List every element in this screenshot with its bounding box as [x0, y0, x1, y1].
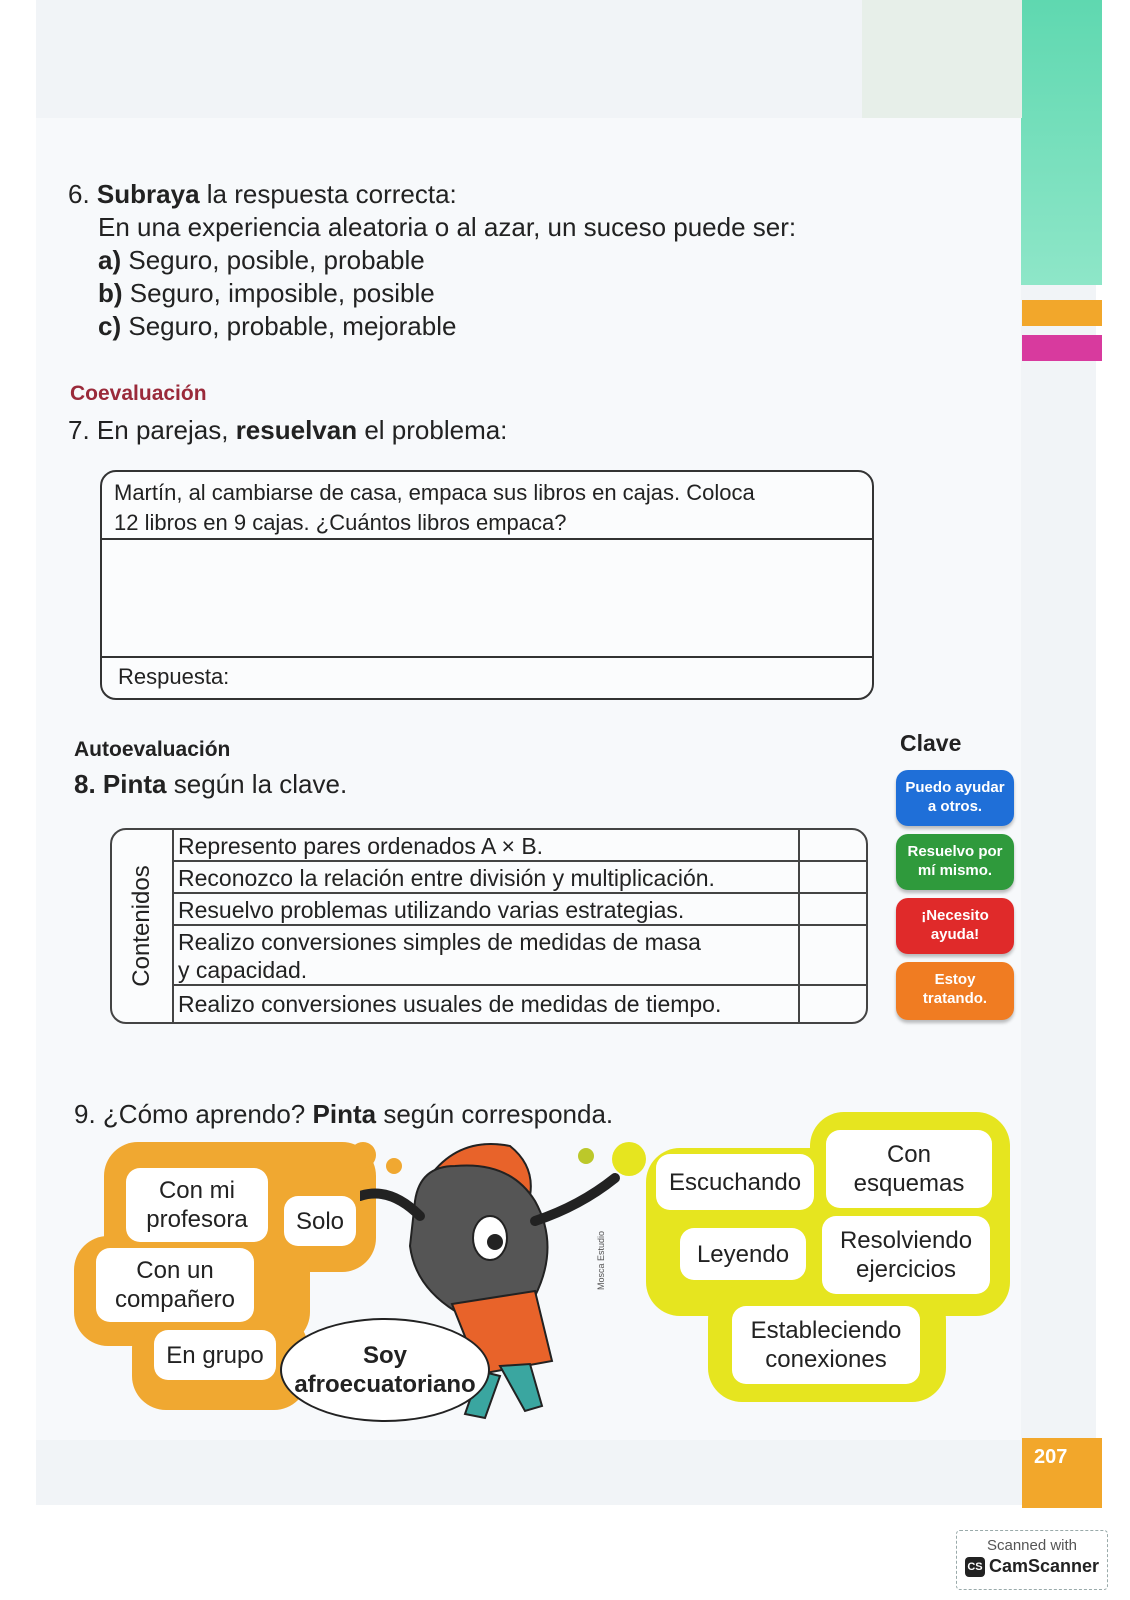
table-row — [172, 926, 866, 986]
chip-text: En grupo — [166, 1341, 264, 1369]
option-text: Seguro, imposible, posible — [129, 278, 435, 308]
key-puedo-ayudar — [896, 770, 1014, 826]
chip-text: Con — [886, 1141, 931, 1168]
color-cell[interactable] — [802, 830, 864, 860]
chip-text: ejercicios — [855, 1256, 957, 1283]
question-text: según la clave. — [173, 769, 348, 799]
question-7-heading — [68, 414, 507, 447]
key-text: Estoy — [934, 971, 976, 988]
color-cell[interactable] — [802, 926, 864, 984]
color-cell[interactable] — [802, 986, 864, 1020]
work-area[interactable] — [104, 542, 870, 654]
question-verb: Subraya — [96, 179, 200, 209]
question-text: ¿Cómo aprendo? — [102, 1099, 306, 1129]
question-text: el problema: — [364, 415, 508, 445]
watermark-brand-text: CamScanner — [988, 1556, 1100, 1576]
color-cell[interactable] — [802, 894, 864, 924]
question-8-heading — [74, 768, 347, 801]
chip-con-esquemas[interactable] — [826, 1130, 992, 1208]
question-verb: Pinta — [312, 1099, 377, 1129]
table-row — [172, 986, 866, 1022]
option-c[interactable] — [98, 310, 456, 343]
row-text: Realizo conversiones usuales de medidas de tiempo. — [178, 991, 722, 1017]
chip-en-grupo[interactable] — [154, 1330, 276, 1380]
row-text: Realizo conversiones simples de medidas de masa — [178, 929, 701, 955]
question-verb: Pinta — [102, 769, 167, 799]
problem-line: Martín, al cambiarse de casa, empaca sus libros en cajas. Coloca — [114, 480, 755, 505]
key-text: Puedo ayudar — [905, 779, 1005, 796]
option-letter: a) — [98, 245, 122, 275]
key-resuelvo-solo — [896, 834, 1014, 890]
speech-text: afroecuatoriano — [294, 1371, 476, 1398]
option-a[interactable] — [98, 244, 425, 277]
table-row — [172, 830, 866, 862]
chip-text: Escuchando — [668, 1168, 802, 1196]
chip-text: Con un — [136, 1257, 214, 1284]
camscanner-logo-icon: CS — [965, 1557, 985, 1577]
chip-text: Resolviendo — [839, 1227, 973, 1254]
answer-label: Respuesta: — [118, 664, 230, 689]
question-6-prompt: En una experiencia aleatoria o al azar, un suceso puede ser: — [98, 212, 797, 242]
key-text: tratando. — [922, 990, 988, 1007]
question-verb: resuelvan — [235, 415, 358, 445]
key-text: a otros. — [927, 798, 983, 815]
option-letter: b) — [98, 278, 123, 308]
key-necesito-ayuda — [896, 898, 1014, 954]
chip-text: Solo — [295, 1207, 345, 1235]
key-estoy-tratando — [896, 962, 1014, 1020]
chip-text: Leyendo — [696, 1240, 790, 1268]
chip-solo[interactable] — [284, 1196, 356, 1246]
question-number: 8. — [74, 769, 96, 799]
chip-text: profesora — [146, 1206, 248, 1233]
speech-bubble — [280, 1318, 490, 1422]
coevaluacion-label: Coevaluación — [70, 382, 207, 405]
chip-text: Con mi — [158, 1177, 235, 1204]
key-text: ayuda! — [930, 926, 980, 943]
page-number: 207 — [1022, 1438, 1102, 1508]
autoevaluacion-label: Autoevaluación — [74, 738, 231, 761]
camscanner-watermark — [956, 1530, 1108, 1590]
watermark-brand — [957, 1556, 1107, 1577]
row-text: Reconozco la relación entre división y multiplicación. — [178, 865, 715, 891]
divider — [102, 538, 872, 540]
table-row — [172, 862, 866, 894]
chip-escuchando[interactable] — [656, 1154, 814, 1210]
speech-text: Soy — [362, 1342, 407, 1369]
key-title: Clave — [900, 730, 962, 756]
illustration-credit: Mosca Estudio — [596, 1230, 606, 1290]
watermark-text: Scanned with — [986, 1537, 1078, 1554]
table-row — [172, 894, 866, 926]
question-number: 9. — [74, 1099, 96, 1129]
chip-con-un-companero[interactable] — [96, 1248, 254, 1322]
self-assessment-table — [110, 828, 868, 1024]
problem-line: 12 libros en 9 cajas. ¿Cuántos libros empaca? — [114, 510, 567, 535]
question-text: En parejas, — [96, 415, 229, 445]
chip-text: compañero — [114, 1286, 236, 1313]
row-text: Represento pares ordenados A × B. — [178, 833, 544, 859]
option-b[interactable] — [98, 277, 435, 310]
table-side-column — [112, 830, 174, 1022]
chip-con-mi-profesora[interactable] — [126, 1168, 268, 1242]
chip-resolviendo-ejercicios[interactable] — [822, 1216, 990, 1294]
thought-bubble-dot — [612, 1142, 646, 1176]
chip-text: Estableciendo — [750, 1317, 902, 1344]
question-text: según corresponda. — [383, 1099, 614, 1129]
chip-leyendo[interactable] — [680, 1228, 806, 1280]
contenidos-label: Contenidos — [128, 865, 155, 987]
answer-field[interactable] — [242, 662, 862, 694]
key-text: Resuelvo por — [907, 843, 1003, 860]
chip-text: conexiones — [765, 1346, 887, 1373]
key-text: mí mismo. — [917, 862, 993, 879]
page-header-area — [862, 0, 1022, 118]
orange-tab-decoration — [1022, 300, 1102, 326]
color-column-divider — [798, 828, 800, 1024]
question-6-heading — [68, 178, 457, 211]
key-text: ¡Necesito — [921, 907, 989, 924]
option-text: Seguro, probable, mejorable — [128, 311, 457, 341]
magenta-tab-decoration — [1022, 335, 1102, 361]
option-letter: c) — [98, 311, 122, 341]
question-number: 7. — [68, 415, 90, 445]
color-cell[interactable] — [802, 862, 864, 892]
question-instruction: la respuesta correcta: — [206, 179, 457, 209]
question-number: 6. — [68, 179, 90, 209]
chip-text: esquemas — [853, 1170, 965, 1197]
row-text: y capacidad. — [178, 957, 308, 983]
problem-box — [100, 470, 874, 700]
chip-estableciendo-conexiones[interactable] — [732, 1306, 920, 1384]
option-text: Seguro, posible, probable — [128, 245, 425, 275]
problem-statement — [114, 478, 864, 538]
divider — [102, 656, 872, 658]
row-text: Resuelvo problemas utilizando varias estrategias. — [178, 897, 685, 923]
